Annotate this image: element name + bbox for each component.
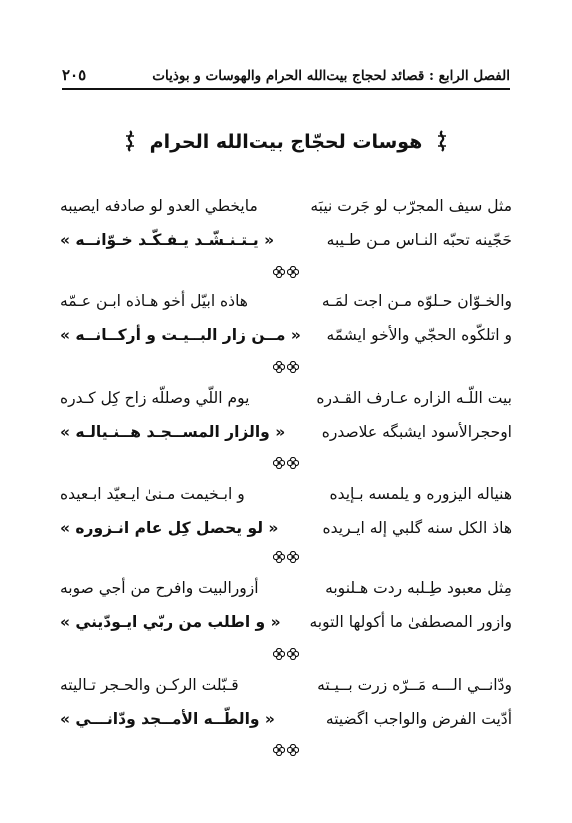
right-hemistich: أدّيت الفرض والواجب اگضيته — [325, 710, 512, 728]
poem-title-line — [0, 130, 572, 153]
verse-line — [60, 709, 512, 743]
stanza-3 — [60, 388, 512, 456]
verse-line — [60, 325, 512, 359]
stanza-2 — [60, 291, 512, 359]
right-hemistich: ودّانــي الـــه مَــرّه زرت بــيـته — [317, 676, 512, 694]
verse-line — [60, 484, 512, 518]
verse-line — [60, 518, 512, 552]
stanza-divider — [0, 454, 572, 468]
refrain-hemistich: « والزار المســجـد هــنـيالـه » — [60, 423, 286, 441]
flower-ornament-icon — [287, 266, 299, 278]
stanza-5 — [60, 578, 512, 646]
flower-ornament-icon — [273, 648, 285, 660]
flower-ornament-icon — [273, 744, 285, 756]
right-hemistich: بيت اللّـه الزاره عـارف القـدره — [316, 389, 512, 407]
right-hemistich: مثل سيف المجرّب لو جَرت نيبَه — [310, 197, 512, 215]
refrain-hemistich: « لو يحصل كِل عام انـزوره » — [60, 519, 279, 537]
flower-ornament-icon — [287, 457, 299, 469]
page-number: ٢٠٥ — [62, 66, 87, 84]
chapter-title: الفصل الرابع : قصائد لحجاج بيت‌الله الحرام والهوسات و بوذيات — [152, 68, 510, 84]
left-ornament-icon — [124, 130, 136, 152]
refrain-hemistich: « والطّــه الأمــجد ودّانـــي » — [60, 710, 275, 728]
right-ornament-icon — [436, 130, 448, 152]
flower-ornament-icon — [287, 744, 299, 756]
stanza-divider — [0, 358, 572, 372]
flower-ornament-icon — [273, 551, 285, 563]
right-hemistich: حَجّينه تحبّه النـاس مـن طـيبه — [326, 231, 512, 249]
verse-line — [60, 675, 512, 709]
right-hemistich: مِثل معبود طِـلبه ردت هـلنوبه — [325, 579, 512, 597]
flower-ornament-icon — [287, 551, 299, 563]
flower-ornament-icon — [273, 266, 285, 278]
flower-ornament-icon — [287, 648, 299, 660]
right-hemistich: و اتلكّوه الحجّي والأخو ايشمّه — [326, 326, 512, 344]
right-hemistich: هنياله اليزوره و يلمسه بـإيده — [329, 485, 512, 503]
stanza-divider — [0, 263, 572, 277]
left-hemistich: أزورالبيت وافرح من أجي صوبه — [60, 579, 259, 597]
right-hemistich: والخـوّان حـلوّه مـن اجت لمَـه — [321, 292, 512, 310]
stanza-1 — [60, 196, 512, 264]
left-hemistich: يوم اللّي وصللّه زاح كِل كـدره — [60, 389, 250, 407]
right-hemistich: هاذ الكل سنه گلبي إله ايـريده — [322, 519, 512, 537]
refrain-hemistich: « مــن زار البــيـت و أركــانــه » — [60, 326, 301, 344]
stanza-6 — [60, 675, 512, 743]
left-hemistich: مايخطي العدو لو صادفه ايصيبه — [60, 197, 258, 215]
verse-line — [60, 578, 512, 612]
left-hemistich: و ابـخيمت مـنىٰ ايـعيّد ابـعيده — [60, 485, 245, 503]
verse-line — [60, 230, 512, 264]
flower-ornament-icon — [287, 361, 299, 373]
verse-line — [60, 291, 512, 325]
flower-ornament-icon — [273, 361, 285, 373]
verse-line — [60, 196, 512, 230]
right-hemistich: اوحجرالأسود ايشبگه علاصدره — [321, 423, 512, 441]
refrain-hemistich: « يـتـنـشّـد يـفـكّـد خـوّانــه » — [60, 231, 275, 249]
header-rule — [62, 88, 510, 90]
flower-ornament-icon — [273, 457, 285, 469]
left-hemistich: هاذه ابيّل أخو هـاذه ابـن عـمّه — [60, 292, 248, 310]
running-header — [62, 58, 510, 84]
left-hemistich: قـبّلت الركـن والحـجر تـاليته — [60, 676, 239, 694]
stanza-divider — [0, 548, 572, 562]
verse-line — [60, 422, 512, 456]
verse-line — [60, 612, 512, 646]
right-hemistich: وازور المصطفىٰ ما أكولها التوبه — [309, 613, 512, 631]
stanza-4 — [60, 484, 512, 552]
stanza-divider — [0, 741, 572, 755]
poem-title: هوسات لحجّاج بيت‌الله الحرام — [149, 131, 423, 153]
refrain-hemistich: « و اطلب من ربّي ايـودّيني » — [60, 613, 281, 631]
verse-line — [60, 388, 512, 422]
stanza-divider — [0, 645, 572, 659]
